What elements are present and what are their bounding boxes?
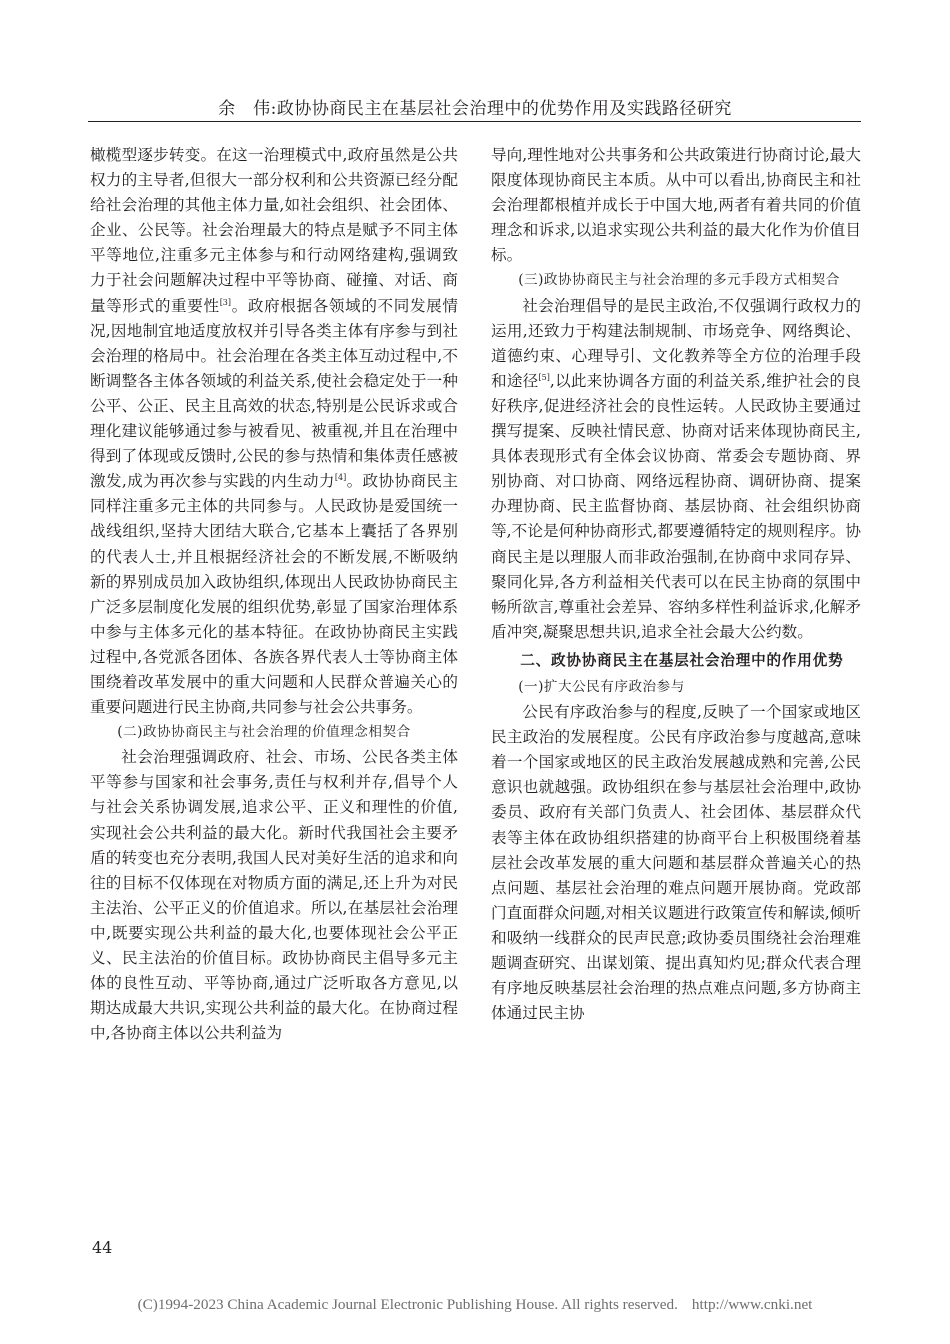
page-number: 44: [92, 1238, 113, 1257]
citation-ref-3[interactable]: [3]: [219, 297, 232, 307]
running-head: 余 伟:政协协商民主在基层社会治理中的优势作用及实践路径研究: [218, 99, 732, 119]
right-p2-text-a: 社会治理倡导的是民主政治,不仅强调行政权力的运用,还致力于构建法制规制、市场竞争、网络舆论、道德约束、心理导引、文化教养等全方位的治理手段和途径: [491, 296, 861, 390]
copyright-text: (C)1994-2023 China Academic Journal Electronic Publishing House. All rights reserved.: [137, 1296, 678, 1313]
left-paragraph-1: [90, 143, 458, 720]
right-paragraph-2: [491, 294, 861, 645]
left-p1-text-b: 。政府根据各领域的不同发展情况,因地制宜地适度放权并引导各类主体有序参与到社会治理的格局中。社会治理在各类主体互动过程中,不断调整各主体各领域的利益关系,使社会稳定处于一种公平、公正、民主且高效的状态,特别是公民诉求或合理化建议能够通过参与被看见、被重视,并且在治理中得到了体现或反馈时,公民的参与热情和集体责任感被激发,成为再次参与实践的内生动力: [90, 296, 458, 491]
citation-ref-5[interactable]: [5]: [538, 372, 550, 382]
copyright-footer: [0, 1296, 950, 1314]
right-paragraph-3: 公民有序政治参与的程度,反映了一个国家或地区民主政治的发展程度。公民有序政治参与度越高,意味着一个国家或地区的民主政治发展越成熟和完善,公民意识也就越强。政协组织在参与基层社会治理中,政协委员、政府有关部门负责人、社会团体、基层群众代表等主体在政协组织搭建的协商平台上积极围绕着基层社会改革发展的重大问题和基层群众普遍关心的热点问题、基层社会治理的难点问题开展协商。党政部门直面群众问题,对相关议题进行政策宣传和解读,倾听和吸纳一线群众的民声民意;政协委员围绕社会治理难题调查研究、出谋划策、提出真知灼见;群众代表合理有序地反映基层社会治理的热点难点问题,多方协商主体通过民主协: [491, 703, 861, 1023]
left-column: [90, 143, 458, 1046]
right-p2-text-b: ,以此来协调各方面的利益关系,维护社会的良好秩序,促进经济社会的良性运转。人民政协主要通过撰写提案、反映社情民意、协商对话来体现协商民主,具体表现形式有全体会议协商、常委会专题协商、界别协商、对口协商、网络远程协商、调研协商、提案办理协商、民主监督协商、基层协商、社会组织协商等,不论是何种协商形式,都要遵循特定的规则程序。协商民主是以理服人而非政治强制,在协商中求同存异、聚同化异,各方利益相关代表可以在民主协商的氛围中畅所欲言,尊重社会差异、容纳多样性利益诉求,化解矛盾冲突,凝聚思想共识,追求全社会最大公约数。: [491, 371, 861, 641]
subheading-values: (二)政协协商民主与社会治理的价值理念相契合: [117, 724, 411, 741]
subheading-means: (三)政协协商民主与社会治理的多元手段方式相契合: [518, 272, 840, 289]
left-paragraph-2: 社会治理强调政府、社会、市场、公民各类主体平等参与国家和社会事务,责任与权利并存,倡导个人与社会关系协调发展,追求公平、正义和理性的价值,实现社会公共利益的最大化。新时代我国社会主要矛盾的转变也充分表明,我国人民对美好生活的追求和向往的目标不仅体现在对物质方面的满足,还上升为对民主法治、公平正义的价值追求。所以,在基层社会治理中,既要实现公共利益的最大化,也要体现社会公平正义、民主法治的价值目标。政协协商民主倡导多元主体的良性互动、平等协商,通过广泛听取各方意见,以期达成最大共识,实现公共利益的最大化。在协商过程中,各协商主体以公共利益为: [90, 748, 458, 1043]
left-p1-text-a: 橄榄型逐步转变。在这一治理模式中,政府虽然是公共权力的主导者,但很大一部分权利和公共资源已经分配给社会治理的其他主体力量,如社会组织、社会团体、企业、公民等。社会治理最大的特点是赋予不同主体平等地位,注重多元主体参与和行动网络建构,强调致力于社会问题解决过程中平等协商、碰撞、对话、商量等形式的重要性: [90, 146, 458, 315]
subheading-participation: (一)扩大公民有序政治参与: [518, 678, 685, 695]
cnki-link[interactable]: http://www.cnki.net: [691, 1296, 813, 1313]
section-heading-2: 二、政协协商民主在基层社会治理中的作用优势: [520, 651, 844, 669]
citation-ref-4[interactable]: [4]: [334, 473, 347, 483]
header-rule: [88, 121, 861, 122]
left-p1-text-c: 。政协协商民主同样注重多元主体的共同参与。人民政协是爱国统一战线组织,坚持大团结大联合,它基本上囊括了各界别的代表人士,并且根据经济社会的不断发展,不断吸纳新的界别成员加入政协组织,体现出人民政协协商民主广泛多层制度化发展的组织优势,彰显了国家治理体系中参与主体多元化的基本特征。在政协协商民主实践过程中,各党派各团体、各族各界代表人士等协商主体围绕着改革发展中的重大问题和人民群众普遍关心的重要问题进行民主协商,共同参与社会公共事务。: [90, 472, 458, 717]
right-column: [491, 143, 861, 1026]
right-paragraph-1: 导向,理性地对公共事务和公共政策进行协商讨论,最大限度体现协商民主本质。从中可以看出,协商民主和社会治理都根植并成长于中国大地,两者有着共同的价值理念和诉求,以追求实现公共利益的最大化作为价值目标。: [491, 146, 861, 265]
